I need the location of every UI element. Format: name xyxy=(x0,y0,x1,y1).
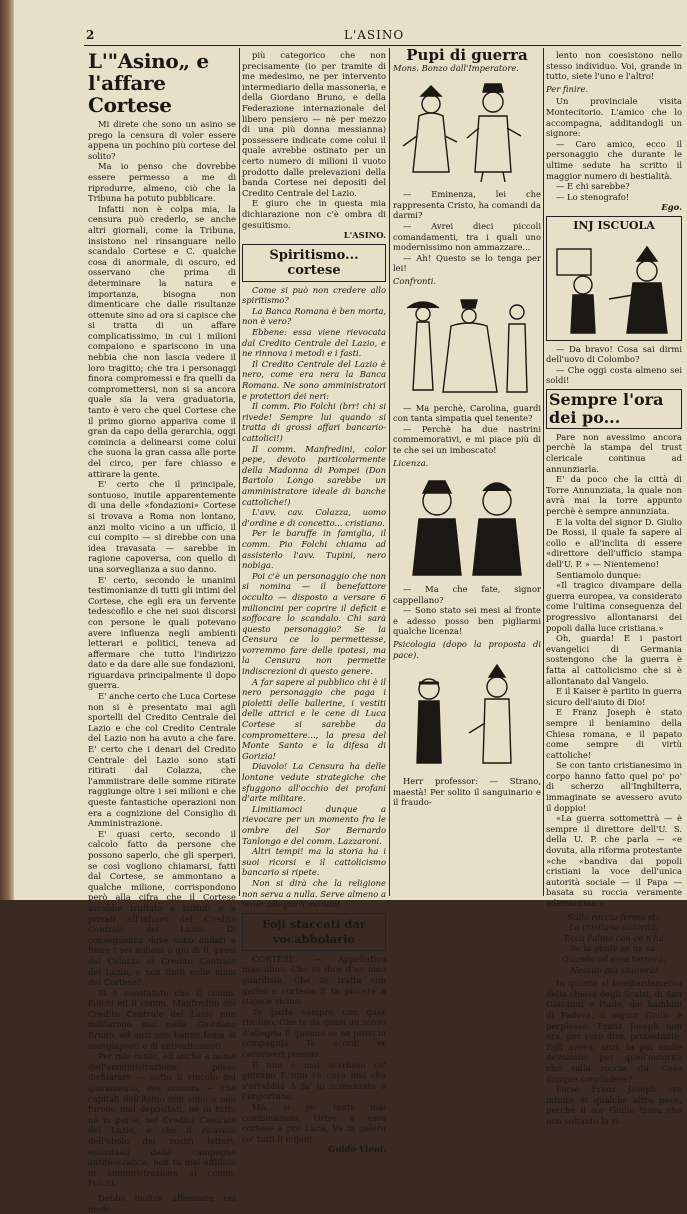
cartoon-illustration xyxy=(393,290,541,400)
poem xyxy=(546,912,682,976)
dialogue: — Ah! Questo se lo tenga per lei! xyxy=(393,252,541,274)
column-divider xyxy=(543,48,544,896)
paragraph: In quanto al bombardamento della chiesa degli Scalzi, di San Giovanni e Paolo, dei bambini di Padova, il signor Giulio è perplesso: Franz Joseph non era, per vero dire, protestante. Egli aveva, anzi, la più umile devozione per quell'autorità che sulla roccia sta. Cosa dunque concludere? xyxy=(546,978,682,1084)
paragraph: lento non coesistono nello stesso individuo. Voi, grande in tutto, siete l'uno e l'altro! xyxy=(546,50,682,82)
article-title: L'"Asino„ e l'affare Cortese xyxy=(88,49,209,117)
paragraph: «La guerra sottomettrà — è sempre il direttore dell'U. S. della U. P. che parla — «e dovuta, alla riforma protestante »che «bandiva dai popoli cristiani la voce dell'unica autorità sociale — il Papa — basata su roccia veramente adamantina.» xyxy=(546,813,682,908)
box-title: Spiritismo... cortese xyxy=(269,247,359,278)
paragraph: E' certo, secondo le unanimi testimonianze di tutti gli intimi del Cortese, che egli era un fervente tedescofilo e che nei suoi discorsi con persone le quali potevano avere influenza negli ambienti letterari e politici, teneva ad affermare che tutto l'indirizzo dato e da dare alle sue fondazioni, riguardava principalmente il dopo guerra. xyxy=(88,574,236,691)
poem-line: La cristiana autorità; xyxy=(569,922,659,933)
article-box xyxy=(242,244,386,282)
box-title: Foji staccati dar vocabbolario xyxy=(262,916,366,946)
paragraph: «Il tragico divampare della guerra europea, va considerato come l'ultima conseguenza del progressivo allontanarsi dei popoli dalla luce cristiana.» xyxy=(546,580,682,633)
dialogue: — Che oggi costa almeno sei soldi! xyxy=(546,364,682,386)
section-title: Pupi di guerra xyxy=(406,46,528,64)
paragraph: Pare non avessimo ancora perchè la stampa del trust clericale continua ad annunziarla. xyxy=(546,431,682,474)
dialogue: — Sono stato sei mesi al fronte e adesso posso ben pigliarmi qualche licenza! xyxy=(393,605,541,637)
cartoon-title: INJ ISCUOLA xyxy=(573,218,655,232)
cartoon-illustration xyxy=(393,471,541,581)
dialogue: — Ma perchè, Carolina, guardi con tanta simpatia quel tenente? xyxy=(393,402,541,424)
column-1 xyxy=(88,49,236,1214)
paragraph: Forse Franz Joseph era intinto di qualche altra pece, perchè il sor Giulio trova che non soltanto la ri- xyxy=(546,1084,682,1126)
caption: Per finire. xyxy=(546,83,589,94)
cartoon-bishop-emperor xyxy=(393,76,541,186)
paragraph: Un provinciale visita Montecitorio. L'amico che lo accompagna, additandogli un signore: xyxy=(546,96,682,139)
paragraph: Altri tempi! ma la storia ha i suoi ricorsi e il cattolicismo bancario si ripete. xyxy=(242,846,386,878)
paragraph: A far sapere al pubblico chi è il nero personaggio che paga i pioletti delle ballerine, i vestiti delle attrici e le cene di Luca Cortese si sarebbe da compromettere..., la presa del Monte Santo e la difesa di Gorizia! xyxy=(242,676,386,761)
verse: Ma, si pe' tante mai combinazioni, Ortre a esse cortese a pro Luca, Va in galera co' tutti li mijoni. xyxy=(242,1102,386,1144)
cartoon-illustration xyxy=(549,235,679,335)
caption: Licenza. xyxy=(393,457,429,468)
paragraph: E Franz Joseph è stato sempre il beniamino della Chiesa romana, e il papato come sempre di virtù cattoliche! xyxy=(546,707,682,760)
cartoon-chaplain xyxy=(393,471,541,581)
cartoon-illustration xyxy=(393,663,541,773)
poem-line: Nessun più siturerà! xyxy=(570,964,658,975)
poem-line: Ecco l'alma con ce n'ha xyxy=(564,932,664,943)
paragraph: — Lo stenografo! xyxy=(556,191,630,202)
paragraph: Per mio conto, ed anche a nome dell'amministrazione, posso dichiarare — sotto il vincolo del giuramento, ove occorra — che capitali dell'Asino non sono e non furono mai depositati, nè in tutto nè in parte, nel Credito Centrale del Lazio, e che il ricavato dell'obolo dei nostri lettori, entusiasti della campagna antiteocratica, non fu mai affidato in amministrazione al comm. Folchi. xyxy=(88,1051,236,1189)
paragraph: Si è constatato che il comm. Folchi ed il comm. Manfredini del Credito Centrale del Lazio non militarono mai nella Giordano Bruno, ed anzi non hanno fama di mangiapreti e di antivaticanisti. xyxy=(88,987,236,1051)
column-2 xyxy=(242,50,386,1155)
paragraph: E la volta del signor D. Giulio De Rossi, il quale fa sapere al collo e all'inclita di essere «direttore dell'ufficio stampa dell'U. P. » — Nientemeno! xyxy=(546,516,682,569)
poem-line: Sulla roccia ferma sta xyxy=(567,911,661,922)
caption: Mons. Bonzo dall'Imperatore. xyxy=(393,62,519,73)
paragraph: Il Credito Centrale del Lazio è nero, come era nera la Banca Romana. Ne sono amministratori e protettori dei neri: xyxy=(242,358,386,401)
page-header xyxy=(14,28,687,46)
column-divider xyxy=(389,48,390,896)
header-rule xyxy=(84,45,681,46)
paragraph: Debbo inoltre affermare nel modo xyxy=(88,1192,236,1214)
signature: Guido Vieni. xyxy=(328,1144,386,1155)
paragraph: Limitiamoci dunque a rievocare per un momento fra le ombre del Sor Bernardo Tanlongo e del comm. Lazzaroni. xyxy=(242,803,386,846)
paragraph: E' anche certo che Luca Cortese non si è presentato mai agli sportelli del Credito Centrale del Lazio e che col Credito Centrale del Lazio non ha avuto a che fare. E' certo che i denari del Credito Centrale del Lazio sono stati ritirati dal Colazza, che l'ammiistrare delle somme ritirate raggiunge oltre i sei milioni e che queste fantastiche operazioni non era a cognizione del Consiglio di Amministrazione. xyxy=(88,691,236,829)
paragraph: — Caro amico, ecco il personaggio che durante le ultime sedute ha scritto il maggior numero di bestialità. xyxy=(546,138,682,181)
paragraph: Ma io penso che dovrebbe essere permesso a me di riprodurre, almeno, ciò che la Tribuna ha potuto pubblicare. xyxy=(88,161,236,204)
column-divider xyxy=(239,48,240,896)
paragraph: E giuro che in questa mia dichiarazione non c'è ombra di gesuitismo. xyxy=(242,198,386,230)
article-box xyxy=(546,389,682,429)
cartoon-school xyxy=(549,235,679,335)
column-3 xyxy=(393,46,541,896)
newspaper-sheet xyxy=(14,0,687,1214)
signature: Ego. xyxy=(661,202,682,213)
paragraph: Mi direte che sono un asino se prego la censura di voler essere appena un pochino più cortese del solito? xyxy=(88,119,236,161)
caption: Psicologia (dopo la proposta di pace). xyxy=(393,639,541,660)
paragraph: — E chi sarebbe? xyxy=(556,181,630,192)
cartoon-illustration xyxy=(393,76,541,186)
signature: L'ASINO. xyxy=(343,230,386,241)
paragraph: E' da poco che la città di Torre Annunziata, la quale non avrà mai la torre appunto perchè è sempre annunziata. xyxy=(546,474,682,517)
paragraph: Per le baruffe in famiglia, il comm. Pio Folchi chiama ad assisterlo l'avv. Tupini, nero nobiga. xyxy=(242,528,386,571)
page-number: 2 xyxy=(86,28,95,42)
paragraph: E' certo che il principale, sontuoso, inutile apparentemente di una delle «fondazioni» Cortese si trovava a Roma non lontano, anzi molto vicino a un ufficio, il cui compito — si direbbe con una idea travasata — sarebbe in ragione capoversa, con quello di una sorveglianza a suo danno. xyxy=(88,479,236,574)
verse: Te parla sempre con quer risolino, Che te da quasi un senso d'allegria E quanno se ne provi in compagnia Te scordi er caroviveri persino. xyxy=(242,1006,386,1060)
paragraph: Se con tanto cristianesimo in corpo hanno fatto quel po' po' di scherzo all'Inghilterra, immaginate se avessero avuto il doppio! xyxy=(546,760,682,813)
cartoon-professor-kaiser xyxy=(393,663,541,773)
poem-line: Quando ad essa tornerà, xyxy=(561,953,667,964)
paragraph: Sentiamolo dunque: xyxy=(556,569,642,580)
paragraph: L'avv. cav. Colazza, uomo d'ordine e di concetto... cristiano. xyxy=(242,507,386,528)
verse: CORTESE. — Appellativo masculino. Che se dice d'un omo guardisia. Che te tratta con garbo e cortesia E ta piacere a stajece vicino. xyxy=(242,953,386,1007)
paragraph: Infatti non è colpa mia, la censura può crederlo, se anche altri giornali, come la Tribuna, insistono nel rinsanguare nello scandalo Cortese e C. qualche cosa di anormale, di oscuro, ed osservano che prima di determinare la natura e importanza, bisogna non dimenticare che dalle risultanze ottenute sino ad ora si capisce che si tratta di un affare complicatissimo, in cui i milioni compaiono e spariscono in una nebbia che non lascia vedere il loro tragitto; che tra i personaggi finora compromessi e fra quelli da compromettersi, non si sa ancora quale sia la vera graduatoria, tanto è vero che quel Cortese che il primo giorno appariva come il gran da capo della gerarchia, oggi comincia a delinearsi come colui che suona la gran cassa alle porte del circo, per fare chiasso e attirare la gente. xyxy=(88,203,236,479)
article-box xyxy=(242,913,386,951)
dialogue: — Eminenza, lei che rappresenta Cristo, ha comandi da darmi? xyxy=(393,189,541,221)
paragraph: Come si può non credere allo spiritismo? xyxy=(242,284,386,306)
poem-line: Se la gente se ne va. xyxy=(570,943,658,954)
paragraph: Il comm. Pio Folchi (brr! chi si rivede! Sempre lui quando si tratta di grossi affari bancario-cattolici!) xyxy=(242,401,386,443)
paragraph: E il Kaiser è partito in guerra sicuro dell'aiuto di Dio! xyxy=(546,686,682,707)
paragraph: Ebbene: essa viene rievocata dal Credito Centrale del Lazio, e ne rinnova i metodi e i fasti. xyxy=(242,327,386,359)
section-title: Sempre l'ora dei po... xyxy=(549,389,664,427)
column-4 xyxy=(546,50,682,1126)
verse: E nun è mai scarbaso co' gnisuno E nun ce casa mai che s'arrabbia A fa' lo screanzato e l'importuno. xyxy=(242,1059,386,1102)
dialogue: — Ma che fate, signor cappellano? xyxy=(393,584,541,605)
dialogue: — Perchè ha due nastrini commemorativi, e mi piace più di te che sei un imboscato! xyxy=(393,423,541,455)
masthead: L'ASINO xyxy=(344,28,405,42)
page-binding-edge xyxy=(0,0,14,900)
dialogue: — Avrei dieci piccoli comandamenti, tra i quali uno modernissimo non ammazzare... xyxy=(393,220,541,253)
paragraph: Oh, guarda! E i pastori evangelici di Germania sostengono che la guerra è fatta al cattolicismo che si è allontanato dal Vangelo. xyxy=(546,633,682,686)
paragraph: Non si dirà che la religione non serva a nulla. Serve almeno a tener allegro il mondo! xyxy=(242,877,386,910)
cartoon-lady-officer xyxy=(393,290,541,400)
paragraph: La Banca Romana è ben morta, non è vero? xyxy=(242,305,386,327)
dialogue: Herr professor: — Strano, maestà! Per solito il sanguinario e il fraudo- xyxy=(393,776,541,808)
paragraph: E' quasi certo, secondo il calcolo fatto da persone che possono saperlo, che gli sperperi, se così vogliono chiamarsi, fatti dal Cortese, se ammontano a qualche milione, corrispondono però alla cifra che il Cortese avrebbe truffato a istituti e a privati all'infuori del Credito Centrale del Lazio. Di conseguenza dove sono andati a finire i sei milioni o giù di lì, presi dal Colazza al Credito Centrale del Lazio, e non finiti nelle mani del Cortese? xyxy=(88,828,236,988)
paragraph: Poi c'è un personaggio che non si nomina — il benefattore occulto — disposto a versare 6 milioncini per coprire il deficit e soffocare lo scandalo. Chi sarà questo personaggio? Se la Censura ce lo permettesse, vorremmo fare delle ipotesi, ma la Censura non permette indiscrezioni di questo genere. xyxy=(242,570,386,677)
paragraph: Diavolo! La Censura ha delle lontane vedute strategiche che sfuggono all'occhio dei profani d'arte militare. xyxy=(242,761,386,804)
dialogue: — Da bravo! Cosa sai dirmi dell'uovo di Colombo? xyxy=(546,343,682,365)
paragraph: più categorico che non precisamente (io per tramite di me medesimo, ne per intervento intermediario della massoneria, e della Giordano Bruno, e della Federazione internazionale del libero pensiero — nè per mezzo di una più donna messianna) possessere indicate come colui il quale avrebbe ostinato per un certo numero di milioni il vuoto prodotto dalle prelevazioni della banda Cortese nei depositi del Credito Centrale del Lazio. xyxy=(242,50,386,198)
paragraph: Il comm. Manfredini, color pepe, devoto particolarmente della Madonna di Pompei (Don Bartolo Longo sarebbe un amministratore ideale di banche cattoliche!) xyxy=(242,443,386,507)
caption: Confronti. xyxy=(393,275,437,286)
article-box xyxy=(546,216,682,341)
